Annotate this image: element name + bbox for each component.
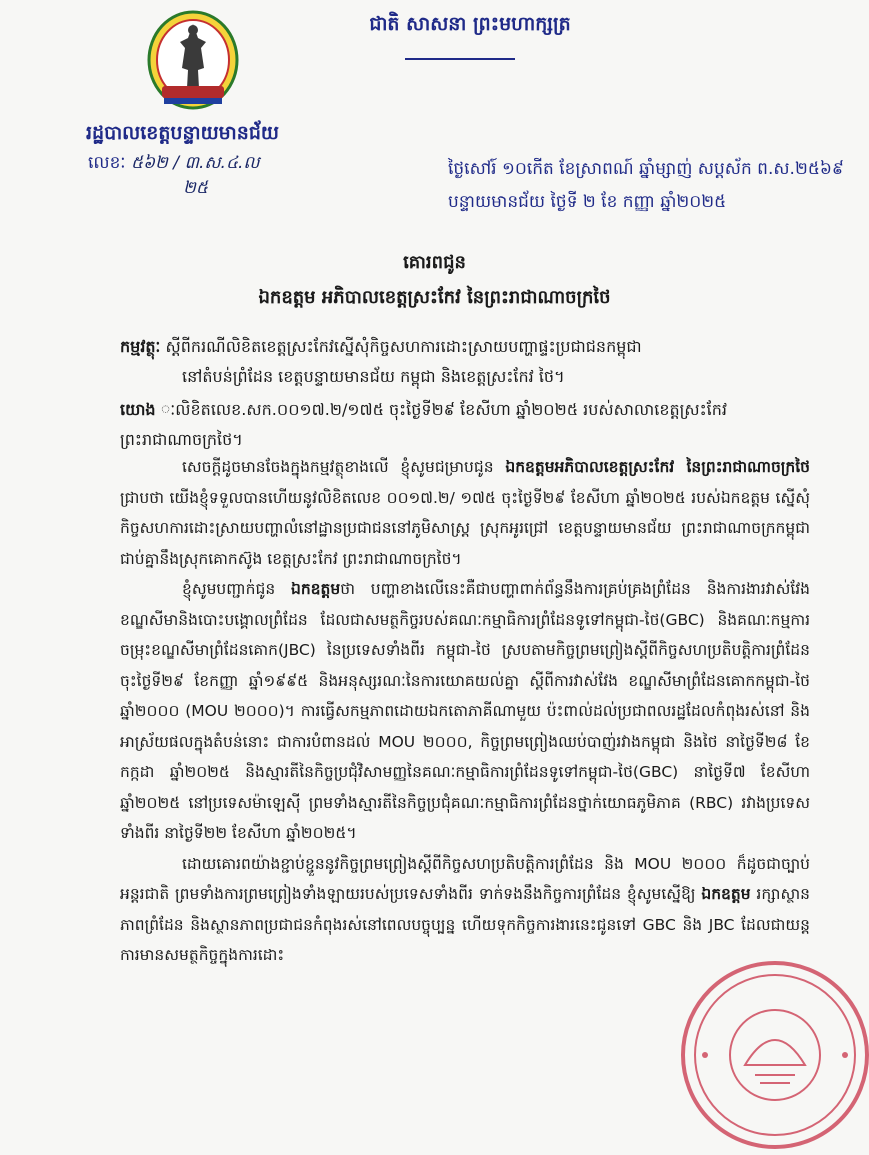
p3-text: ដោយគោរពយ៉ាងខ្ជាប់ខ្ជួននូវកិច្ចព្រមព្រៀងស្តីពីកិច្ចសហប្រតិបត្តិការព្រំដែន និង MOU ២០០០ ក៏ដូចជាច្បាប់អន្តរជាតិ ព្រមទាំងការព្រមព្រៀងទាំងឡាយរបស់ប្រទេសទាំងពីរ ទាក់ទងនឹងកិច្ចការព្រំដែន ខ្ញុំសូមស្នើឱ្យ: [120, 854, 810, 903]
paragraph-1: [120, 452, 810, 574]
reference-line-1: ៈលិខិតលេខ.សក.០០១៧.២/១៧៥ ចុះថ្ងៃទី២៩ ខែសីហា ឆ្នាំ២០២៥ របស់សាលាខេត្តស្រះកែវ: [175, 400, 727, 419]
lunar-date: ថ្ងៃសៅរ៍ ១០កើត ខែស្រាពណ៍ ឆ្នាំម្សាញ់ សប្តស័ក ព.ស.២៥៦៩: [448, 159, 844, 179]
ref-label: លេខៈ: [88, 153, 126, 173]
ref-number: ៥៦២ / ៣.ស.៤.ល: [130, 153, 260, 173]
official-seal-icon: [675, 955, 869, 1155]
provincial-emblem-icon: [146, 8, 240, 120]
reference-block: [120, 395, 810, 455]
ref-sub: ២៥: [183, 178, 208, 198]
p3-bold: ឯកឧត្តម: [701, 885, 751, 903]
motto-underline: [405, 58, 515, 60]
letter-body: [120, 452, 810, 971]
paragraph-2: [120, 574, 810, 849]
subject-line-2: នៅតំបន់ព្រំដែន ខេត្តបន្ទាយមានជ័យ កម្ពុជា និងខេត្តស្រះកែវ ថៃ។: [182, 367, 565, 386]
national-motto: ជាតិ សាសនា ព្រះមហាក្សត្រ: [369, 13, 571, 35]
sender-office: រដ្ឋបាលខេត្តបន្ទាយមានជ័យ: [86, 122, 279, 144]
reference-label: យោង: [120, 400, 156, 419]
reference-line-2: ព្រះរាជាណាចក្រថៃ។: [120, 430, 243, 449]
salutation: គោរពជូន: [403, 252, 466, 273]
recipient-name: ឯកឧត្តម អភិបាលខេត្តស្រះកែវ នៃព្រះរាជាណាចក្រថៃ: [258, 287, 611, 308]
p3-text-cont: រក្សាស្ថានភាពព្រំដែន និងស្ថានភាពប្រជាជនកំពុងរស់នៅពេលបច្ចុប្បន្ន ហើយទុកកិច្ចការងារនេះជូនទៅ GBC និង JBC ដែលជាយន្តការមានសមត្ថកិច្ចក្នុងការដោះ: [120, 885, 810, 964]
p2-bold: ឯកឧត្តម: [290, 580, 341, 598]
subject-line-1: ស្តីពីករណីលិខិតខេត្តស្រះកែវស្នើសុំកិច្ចសហការដោះស្រាយបញ្ហាផ្ទះប្រជាជនកម្ពុជា: [165, 337, 642, 356]
p1-bold: ឯកឧត្តមអភិបាលខេត្តស្រះកែវ នៃព្រះរាជាណាចក្រថៃ: [505, 458, 811, 476]
p2-text-cont: ថា បញ្ហាខាងលើនេះគឺជាបញ្ហាពាក់ព័ន្ធនឹងការគ្រប់គ្រងព្រំដែន និងការងារវាស់វែង ខណ្ឌសីមានិងបោះបង្គោលព្រំដែន ដែលជាសមត្ថកិច្ចរបស់គណៈកម្មាធិការព្រំដែនទូទៅកម្ពុជា-ថៃ(GBC) និងគណៈកម្មការចម្រុះខណ្ឌសីមាព្រំដែនគោក(JBC) នៃប្រទេសទាំងពីរ កម្ពុជា-ថៃ ស្របតាមកិច្ចព្រមព្រៀងស្តីពីកិច្ចសហប្រតិបត្តិការព្រំដែន ចុះថ្ងៃទី២៩ ខែកញ្ញា ឆ្នាំ១៩៩៥ និងអនុស្សរណៈនៃការយោគយល់គ្នា ស្តីពីការវាស់វែង ខណ្ឌសីមាព្រំដែនគោកកម្ពុជា-ថៃ ឆ្នាំ២០០០ (MOU ២០០០)។ ការធ្វើសកម្មភាពដោយឯកតោភាគីណាមួយ ប៉ះពាល់ដល់ប្រជាពលរដ្ឋដែលកំពុងរស់នៅ និងអាស្រ័យផលក្នុងតំបន់នោះ ជាការបំពានដល់ MOU ២០០០, កិច្ចព្រមព្រៀងឈប់បាញ់រវាងកម្ពុជា និងថៃ នាថ្ងៃទី២៨ ខែកក្កដា ឆ្នាំ២០២៥ និងស្មារតីនៃកិច្ចប្រជុំវិសាមញ្ញនៃគណៈកម្មាធិការព្រំដែនទូទៅកម្ពុជា-ថៃ(GBC) នាថ្ងៃទី៧ ខែសីហា ឆ្នាំ២០២៥ នៅប្រទេសម៉ាឡេស៊ី ព្រមទាំងស្មារតីនៃកិច្ចប្រជុំគណៈកម្មាធិការព្រំដែនថ្នាក់យោធភូមិភាគ (RBC) រវាងប្រទេសទាំងពីរ នាថ្ងៃទី២២ ខែសីហា ឆ្នាំ២០២៥។: [120, 580, 811, 842]
reference-number: [88, 152, 260, 202]
p2-text: ខ្ញុំសូមបញ្ជាក់ជូន: [182, 580, 291, 598]
subject-label: កម្មវត្ថុៈ: [120, 337, 161, 356]
p1-text: សេចក្តីដូចមានចែងក្នុងកម្មវត្ថុខាងលើ ខ្ញុំសូមជម្រាបជូន: [182, 458, 506, 476]
paragraph-3: [120, 849, 810, 971]
subject-block: [120, 332, 810, 392]
solar-date: បន្ទាយមានជ័យ ថ្ងៃទី ២ ខែ កញ្ញា ឆ្នាំ២០២៥: [448, 192, 727, 212]
p1-text-cont: ជ្រាបថា យើងខ្ញុំទទួលបានហើយនូវលិខិតលេខ ០០១៧.២/ ១៧៥ ចុះថ្ងៃទី២៩ ខែសីហា ឆ្នាំ២០២៥ របស់ឯកឧត្តម ស្នើសុំកិច្ចសហការដោះស្រាយបញ្ហាលំនៅដ្ឋានប្រជាជននៅភូមិសាស្រ្ត ស្រុកអូរជ្រៅ ខេត្តបន្ទាយមានជ័យ ព្រះរាជាណាចក្រកម្ពុជា ជាប់គ្នានឹងស្រុកគោកស៊ូង ខេត្តស្រះកែវ ព្រះរាជាណាចក្រថៃ។: [120, 488, 810, 568]
